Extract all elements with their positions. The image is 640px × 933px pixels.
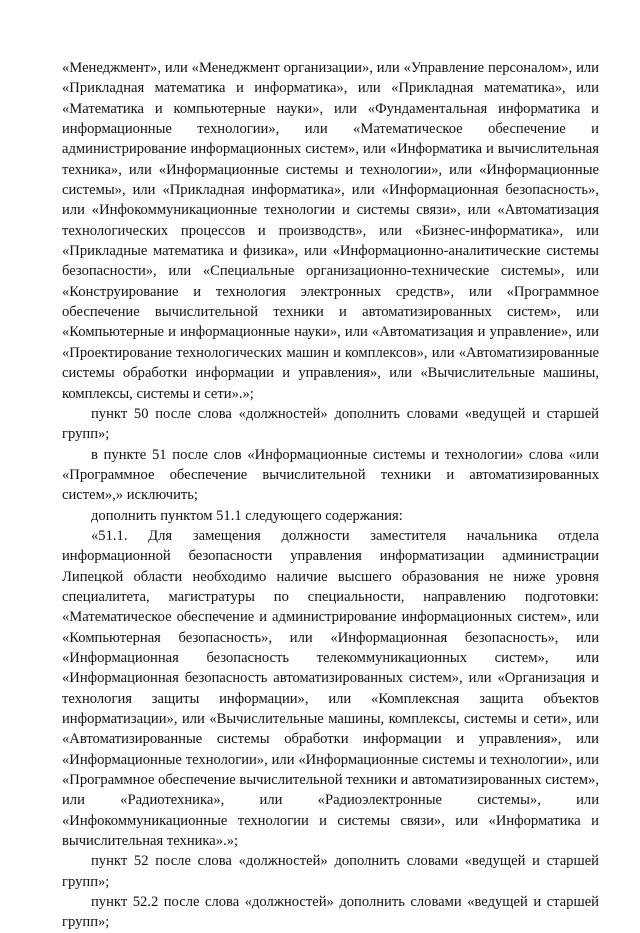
paragraph-item-52-2: пункт 52.2 после слова «должностей» дополнить словами «ведущей и старшей групп»; [62, 894, 599, 931]
paragraph-item-52: пункт 52 после слова «должностей» дополнить словами «ведущей и старшей групп»; [62, 853, 599, 890]
paragraph-item-51: в пункте 51 после слов «Информационные системы и технологии» слова «или «Программное обеспечение вычислительной техники и автоматизированных систем»,» исключить; [62, 446, 599, 504]
paragraph-add-item-51-1: дополнить пунктом 51.1 следующего содержания: [91, 507, 403, 524]
paragraph-item-50: пункт 50 после слова «должностей» дополнить словами «ведущей и старшей групп»; [62, 405, 599, 443]
document-page [62, 58, 599, 933]
paragraph-specialties-continuation: «Менеджмент», или «Менеджмент организации», или «Управление персоналом», или «Прикладная математика и информатика», или «Прикладная математика», или «Математика и компьютерные науки», или «Фундаментальная информатика и информационные технологии», или «Математическое обеспечение и администрирование информационных систем», или «Информатика и вычислительная техника», или «Информационные системы и технологии», или «Информационные системы», или «Прикладная информатика», или «Информационная безопасность», или «Инфокоммуникационные технологии и системы связи», или «Автоматизация технологических процессов и производств», или «Бизнес-информатика», или «Прикладные математика и физика», или «Информационно-аналитические системы безопасности», или «Специальные организационно-технические системы», или «Конструирование и технология электронных средств», или «Программное обеспечение вычислительной техники и автоматизированных систем», или «Компьютерные и информационные науки», или «Автоматизация и управление», или «Проектирование технологических машин и комплексов», или «Автоматизированные системы обработки информации и управления», или «Вычислительные машины, комплексы, системы и сети».»; [62, 60, 599, 402]
paragraph-item-51-1-text: «51.1. Для замещения должности заместителя начальника отдела информационной безопасности управления информатизации администрации Липецкой области необходимо наличие высшего образования не ниже уровня специалитета, магистратуры по специальности, направлению подготовки: «Математическое обеспечение и администрирование информационных систем», или «Компьютерная безопасность», или «Информационная безопасность», или «Информационная безопасность телекоммуникационных систем», или «Информационная безопасность автоматизированных систем», или «Организация и технология защиты информации», или «Комплексная защита объектов информатизации», или «Вычислительные машины, комплексы, системы и сети», или «Автоматизированные системы обработки информации и управления», или «Информационные технологии», или «Информационные системы и технологии», или «Программное обеспечение вычислительной техники и автоматизированных систем», или «Радиотехника», или «Радиоэлектронные системы», или «Инфокоммуникационные технологии и системы связи», или «Информатика и вычислительная техника».»; [62, 527, 599, 850]
